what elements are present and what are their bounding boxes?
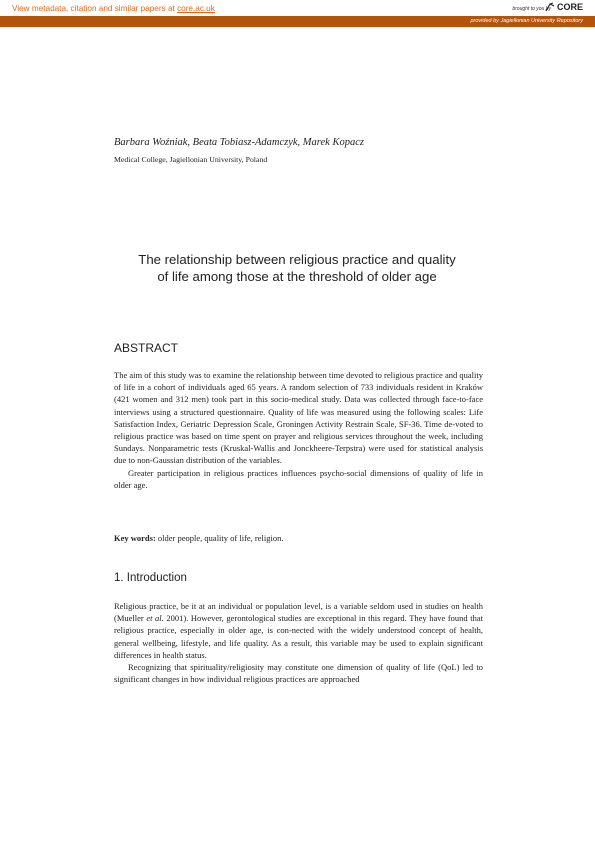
section-heading-introduction: 1. Introduction <box>114 572 187 584</box>
core-logo-text: CORE <box>556 2 583 12</box>
provided-by-link[interactable]: provided by Jagiellonian University Repository <box>470 18 583 24</box>
core-logo-icon <box>545 2 555 12</box>
paper-authors: Barbara Woźniak, Beata Tobiasz-Adamczyk, Marek Kopacz <box>114 137 364 148</box>
core-metadata-link[interactable]: View metadata, citation and similar papers at core.ac.uk <box>12 4 215 13</box>
introduction-body <box>114 600 483 685</box>
abstract-body <box>114 369 483 491</box>
title-line-1: The relationship between religious practice and quality <box>138 252 456 267</box>
intro-paragraph-1: Religious practice, be it at an individual or population level, is a variable seldom used in studies on health (Mueller et al. 2001). However, gerontological studies are exceptional in this regard. They have found that religious practice, especially in older age, is con-nected with the widely understood concept of health, general wellbeing, lifestyle, and life quality. As a result, this variable may be used to explain significant differences in health status. <box>114 601 483 660</box>
brought-to-you-text: brought to you by <box>512 6 551 12</box>
keywords <box>114 532 483 544</box>
core-url-link[interactable]: core.ac.uk <box>177 4 215 13</box>
paper-title <box>114 251 480 285</box>
abstract-paragraph-1: The aim of this study was to examine the relationship between time devoted to religious practice and quality of life in a cohort of individuals aged 65 years. A random selection of 733 individuals resident in Kraków (421 women and 312 men) took part in this socio-medical study. Data was collected through face-to-face interviews using a structured questionnaire. Quality of life was measured using the following scales: Life Satisfaction Index, Geriatric Depression Scale, Groningen Activity Restrain Scale, SF-36. Time de-voted to religious practice was based on time spent on prayer and religious services throughout the week, including Sundays. Nonparametric tests (Kruskal-Wallis and Jonckheere-Terpstra) were used for statistical analysis due to non-Gaussian distribution of the variables. <box>114 370 483 466</box>
abstract-heading: ABSTRACT <box>114 341 179 355</box>
keywords-label: Key words: <box>114 533 156 543</box>
intro-paragraph-2: Recognizing that spirituality/religiosity may constitute one dimension of quality of life (QoL) led to significant changes in how individual religious practices are approached <box>114 662 483 685</box>
paper-affiliation: Medical College, Jagiellonian University, Poland <box>114 155 268 164</box>
core-logo[interactable] <box>545 2 583 12</box>
keywords-text: older people, quality of life, religion. <box>155 533 284 543</box>
core-banner <box>0 0 595 16</box>
abstract-paragraph-2: Greater participation in religious practices influences psycho-social dimensions of quality of life in older age. <box>114 467 483 490</box>
title-line-2: of life among those at the threshold of older age <box>157 269 437 284</box>
